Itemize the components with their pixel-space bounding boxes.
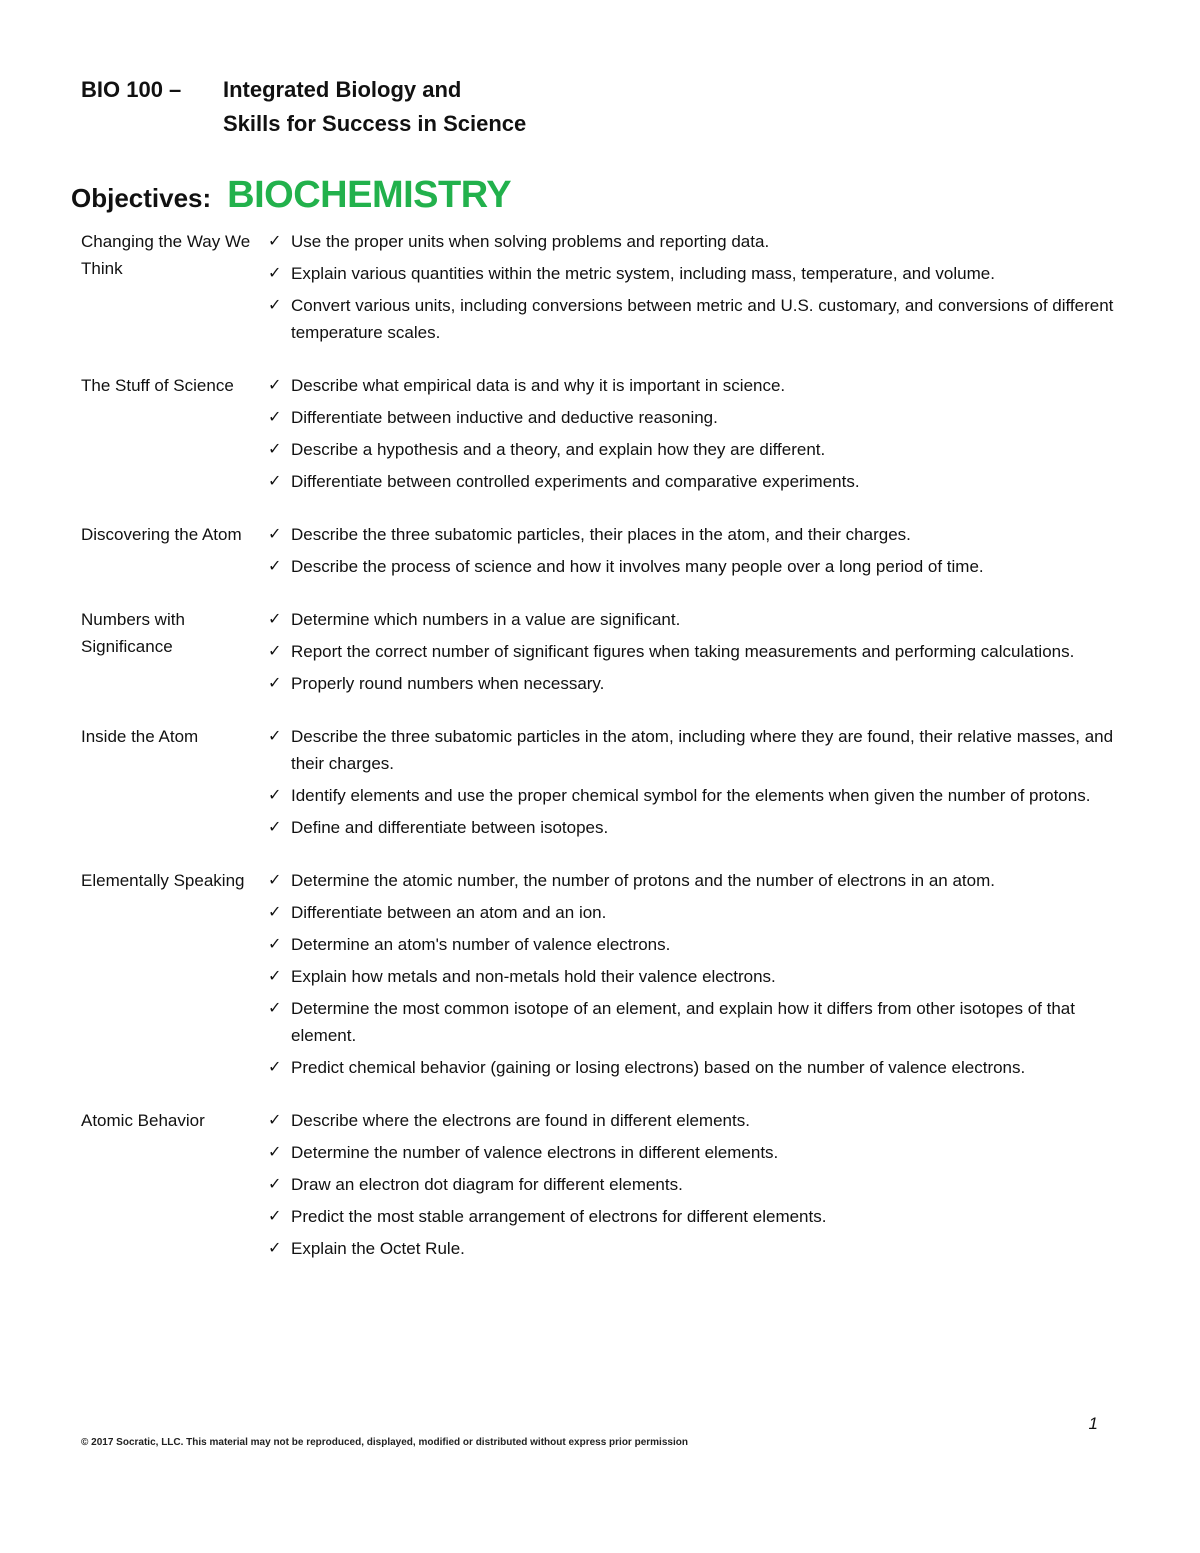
section-label: Numbers with Significance (81, 610, 185, 656)
checkmark-icon: ✓ (268, 611, 282, 628)
objective-item (268, 1107, 1121, 1134)
objective-item (268, 553, 1121, 580)
objective-list (268, 1107, 1121, 1267)
objective-text: Determine which numbers in a value are significant. (291, 610, 681, 629)
page-number: 1 (1088, 1414, 1098, 1433)
objective-text: Describe what empirical data is and why it is important in science. (291, 376, 786, 395)
checkmark-icon: ✓ (268, 968, 282, 985)
course-code: BIO 100 – (81, 77, 182, 102)
checkmark-icon: ✓ (268, 1176, 282, 1193)
objectives-sections (81, 228, 1121, 1288)
objective-item (268, 1139, 1121, 1166)
checkmark-icon: ✓ (268, 1112, 282, 1129)
objective-text: Determine the most common isotope of an element, and explain how it differs from other isotopes of that element. (291, 999, 1075, 1045)
checkmark-icon: ✓ (268, 297, 282, 314)
section-label: Inside the Atom (81, 727, 199, 746)
objective-list (268, 606, 1121, 702)
objective-text: Explain how metals and non-metals hold their valence electrons. (291, 967, 776, 986)
objective-section (81, 228, 1121, 351)
checkmark-icon: ✓ (268, 728, 282, 745)
objective-item (268, 1054, 1121, 1081)
checkmark-icon: ✓ (268, 1144, 282, 1161)
section-label: Atomic Behavior (81, 1111, 205, 1130)
checkmark-icon: ✓ (268, 643, 282, 660)
objective-section (81, 723, 1121, 846)
checkmark-icon: ✓ (268, 1240, 282, 1257)
objective-section (81, 521, 1121, 585)
objective-text: Describe the three subatomic particles, their places in the atom, and their charges. (291, 525, 911, 544)
checkmark-icon: ✓ (268, 819, 282, 836)
checkmark-icon: ✓ (268, 1208, 282, 1225)
objective-text: Draw an electron dot diagram for different elements. (291, 1175, 683, 1194)
checkmark-icon: ✓ (268, 409, 282, 426)
objective-list (268, 521, 1121, 585)
course-title-line1: Integrated Biology and (223, 77, 462, 102)
objective-text: Differentiate between inductive and deductive reasoning. (291, 408, 718, 427)
objective-section (81, 867, 1121, 1086)
objective-text: Describe the three subatomic particles in the atom, including where they are found, their relative masses, and their charges. (291, 727, 1114, 773)
objective-text: Explain the Octet Rule. (291, 1239, 465, 1258)
objective-text: Determine an atom's number of valence electrons. (291, 935, 671, 954)
objective-item (268, 782, 1121, 809)
objective-item (268, 814, 1121, 841)
section-label: Changing the Way We Think (81, 232, 251, 278)
objective-item (268, 963, 1121, 990)
checkmark-icon: ✓ (268, 473, 282, 490)
objective-text: Define and differentiate between isotopes. (291, 818, 609, 837)
objective-item (268, 436, 1121, 463)
checkmark-icon: ✓ (268, 441, 282, 458)
objective-item (268, 723, 1121, 777)
objectives-heading (71, 174, 511, 217)
checkmark-icon: ✓ (268, 936, 282, 953)
checkmark-icon: ✓ (268, 675, 282, 692)
objective-item (268, 1235, 1121, 1262)
checkmark-icon: ✓ (268, 787, 282, 804)
checkmark-icon: ✓ (268, 233, 282, 250)
objective-item (268, 638, 1121, 665)
objectives-label: Objectives: (71, 183, 212, 213)
checkmark-icon: ✓ (268, 904, 282, 921)
objective-item (268, 1171, 1121, 1198)
objective-item (268, 670, 1121, 697)
objective-text: Identify elements and use the proper chemical symbol for the elements when given the number of protons. (291, 786, 1091, 805)
objective-item (268, 931, 1121, 958)
objective-item (268, 292, 1121, 346)
objective-item (268, 372, 1121, 399)
objective-text: Differentiate between an atom and an ion. (291, 903, 607, 922)
checkmark-icon: ✓ (268, 1059, 282, 1076)
objective-item (268, 468, 1121, 495)
objective-text: Predict the most stable arrangement of electrons for different elements. (291, 1207, 827, 1226)
section-label: Elementally Speaking (81, 871, 245, 890)
course-header (81, 73, 526, 141)
objective-list (268, 228, 1121, 351)
objective-text: Describe where the electrons are found in different elements. (291, 1111, 750, 1130)
objective-text: Explain various quantities within the metric system, including mass, temperature, and volume. (291, 264, 995, 283)
objective-item (268, 404, 1121, 431)
objective-item (268, 1203, 1121, 1230)
checkmark-icon: ✓ (268, 1000, 282, 1017)
course-title-line2: Skills for Success in Science (223, 111, 527, 136)
section-label: Discovering the Atom (81, 525, 242, 544)
copyright-notice: © 2017 Socratic, LLC. This material may not be reproduced, displayed, modified or distributed without express prior permission (81, 1437, 688, 1448)
objective-text: Determine the number of valence electrons in different elements. (291, 1143, 779, 1162)
objective-item (268, 899, 1121, 926)
objective-item (268, 867, 1121, 894)
header-spacer (81, 107, 223, 141)
subject-title: BIOCHEMISTRY (227, 174, 512, 216)
objective-section (81, 606, 1121, 702)
objective-text: Report the correct number of significant figures when taking measurements and performing calculations. (291, 642, 1075, 661)
section-label: The Stuff of Science (81, 376, 234, 395)
objective-text: Convert various units, including conversions between metric and U.S. customary, and conversions of different temperature scales. (291, 296, 1114, 342)
checkmark-icon: ✓ (268, 265, 282, 282)
objective-text: Properly round numbers when necessary. (291, 674, 605, 693)
objective-text: Differentiate between controlled experiments and comparative experiments. (291, 472, 860, 491)
objective-section (81, 372, 1121, 500)
checkmark-icon: ✓ (268, 526, 282, 543)
objective-text: Describe the process of science and how it involves many people over a long period of time. (291, 557, 984, 576)
objective-item (268, 995, 1121, 1049)
objective-text: Use the proper units when solving problems and reporting data. (291, 232, 770, 251)
objective-text: Predict chemical behavior (gaining or losing electrons) based on the number of valence electrons. (291, 1058, 1026, 1077)
objective-list (268, 723, 1121, 846)
checkmark-icon: ✓ (268, 872, 282, 889)
objective-list (268, 372, 1121, 500)
checkmark-icon: ✓ (268, 377, 282, 394)
checkmark-icon: ✓ (268, 558, 282, 575)
objective-text: Determine the atomic number, the number of protons and the number of electrons in an atom. (291, 871, 995, 890)
objective-section (81, 1107, 1121, 1267)
objective-item (268, 606, 1121, 633)
objective-item (268, 228, 1121, 255)
objective-text: Describe a hypothesis and a theory, and explain how they are different. (291, 440, 826, 459)
objective-item (268, 260, 1121, 287)
objective-item (268, 521, 1121, 548)
objective-list (268, 867, 1121, 1086)
